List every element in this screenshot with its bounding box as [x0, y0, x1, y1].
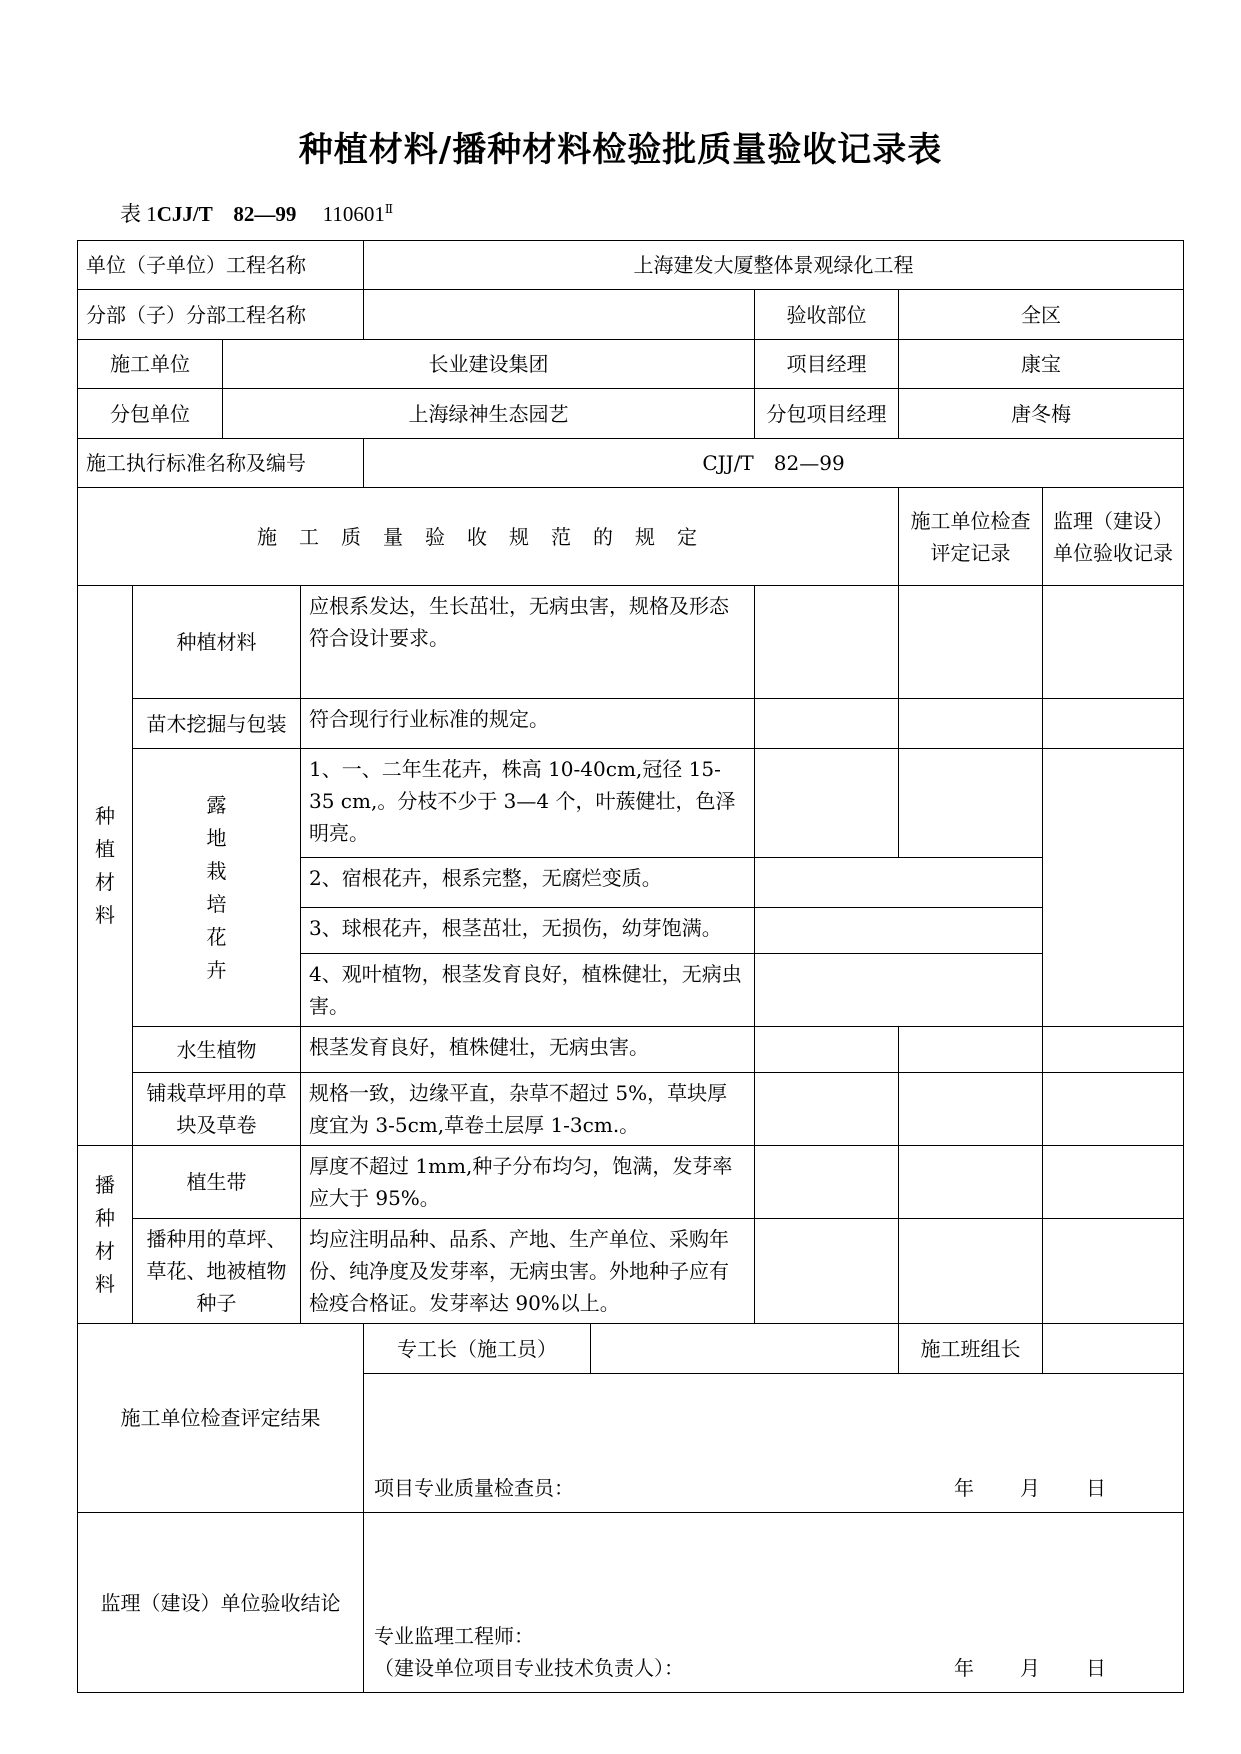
- result-month: 月: [1020, 1476, 1040, 1500]
- check-cell[interactable]: [899, 586, 1043, 699]
- req-turf: 规格一致，边缘平直，杂草不超过 5%，草块厚度宜为 3-5cm,草卷土层厚 1-3cm.。: [301, 1073, 755, 1146]
- inspection-table: [77, 240, 1184, 1693]
- check-cell[interactable]: [899, 749, 1043, 858]
- conclusion-sign-area[interactable]: [364, 1513, 1184, 1693]
- open-field-flowers-text: 露地栽培花卉: [206, 792, 227, 982]
- spec-header: 施工质量验收规范的规定: [78, 488, 899, 586]
- inspector-label: 项目专业质量检查员：: [374, 1476, 574, 1500]
- check-cell[interactable]: [899, 1073, 1043, 1146]
- subcontractor-label: 分包单位: [78, 389, 223, 439]
- acceptance-part-label: 验收部位: [755, 290, 899, 340]
- conclusion-day: 日: [1086, 1656, 1106, 1680]
- item-digging-packing: 苗木挖掘与包装: [133, 699, 301, 749]
- req-digging-packing: 符合现行行业标准的规定。: [301, 699, 755, 749]
- page-title: 种植材料/播种材料检验批质量验收记录表: [298, 130, 943, 170]
- item-aquatic-plants: 水生植物: [133, 1027, 301, 1073]
- req-seed-band: 厚度不超过 1mm,种子分布均匀，饱满，发芽率应大于 95%。: [301, 1146, 755, 1219]
- unit-project-value[interactable]: 上海建发大厦整体景观绿化工程: [364, 241, 1184, 290]
- supervisor-cell[interactable]: [1043, 1027, 1184, 1073]
- result-sign-area[interactable]: [364, 1374, 1184, 1513]
- check-cell[interactable]: [899, 1027, 1043, 1073]
- item-open-field-flowers: [133, 749, 301, 1027]
- sub-pm-label: 分包项目经理: [755, 389, 899, 439]
- supervisor-cell[interactable]: [1043, 1073, 1184, 1146]
- req-aquatic-plants: 根茎发育良好，植株健壮，无病虫害。: [301, 1027, 755, 1073]
- standard-value[interactable]: CJJ/T 82—99: [364, 439, 1184, 488]
- team-leader-label: 施工班组长: [899, 1324, 1043, 1374]
- form-code: [120, 198, 393, 228]
- standard-label: 施工执行标准名称及编号: [78, 439, 364, 488]
- blank-cell[interactable]: [755, 1146, 899, 1219]
- conclusion-year: 年: [954, 1656, 974, 1680]
- check-cell[interactable]: [755, 954, 1043, 1027]
- item-planting-material: 种植材料: [133, 586, 301, 699]
- blank-cell[interactable]: [755, 1219, 899, 1324]
- check-cell[interactable]: [899, 699, 1043, 749]
- constructor-label: 施工单位: [78, 340, 223, 389]
- req-flowers-4: 4、观叶植物，根茎发育良好，植株健壮，无病虫害。: [301, 954, 755, 1027]
- foreman-value[interactable]: [591, 1324, 899, 1374]
- result-day: 日: [1086, 1476, 1106, 1500]
- item-turf: 铺栽草坪用的草块及草卷: [133, 1073, 301, 1146]
- planting-group-label: [78, 586, 133, 1146]
- check-cell[interactable]: [755, 858, 1043, 908]
- constructor-value[interactable]: 长业建设集团: [223, 340, 755, 389]
- supervisor-record-header: 监理（建设）单位验收记录: [1043, 488, 1184, 586]
- subcontractor-value[interactable]: 上海绿神生态园艺: [223, 389, 755, 439]
- code-standard: CJJ/T 82—99: [156, 202, 297, 226]
- item-seed-band: 植生带: [133, 1146, 301, 1219]
- sub-project-value[interactable]: [364, 290, 755, 340]
- blank-cell[interactable]: [755, 586, 899, 699]
- pm-value[interactable]: 康宝: [899, 340, 1184, 389]
- conclusion-label: 监理（建设）单位验收结论: [78, 1513, 364, 1693]
- code-number: 110601: [322, 202, 385, 226]
- item-seeds: 播种用的草坪、草花、地被植物种子: [133, 1219, 301, 1324]
- sub-project-label: 分部（子）分部工程名称: [78, 290, 364, 340]
- req-planting-material: 应根系发达，生长茁壮，无病虫害，规格及形态符合设计要求。: [301, 586, 755, 699]
- req-flowers-3: 3、球根花卉，根茎茁壮，无损伤，幼芽饱满。: [301, 908, 755, 954]
- acceptance-part-value[interactable]: 全区: [899, 290, 1184, 340]
- engineer-label: 专业监理工程师：: [374, 1624, 534, 1648]
- pm-label: 项目经理: [755, 340, 899, 389]
- check-cell[interactable]: [755, 908, 1043, 954]
- sowing-group-label: [78, 1146, 133, 1324]
- supervisor-cell[interactable]: [1043, 1146, 1184, 1219]
- req-seeds: 均应注明品种、品系、产地、生产单位、采购年份、纯净度及发芽率，无病虫害。外地种子应有检疫合格证。发芽率达 90%以上。: [301, 1219, 755, 1324]
- blank-cell[interactable]: [755, 749, 899, 858]
- sowing-group-text: 播种材料: [95, 1172, 115, 1296]
- result-label: 施工单位检查评定结果: [78, 1324, 364, 1513]
- planting-group-text: 种植材料: [95, 803, 115, 927]
- blank-cell[interactable]: [755, 699, 899, 749]
- check-cell[interactable]: [899, 1146, 1043, 1219]
- req-flowers-2: 2、宿根花卉，根系完整，无腐烂变质。: [301, 858, 755, 908]
- check-record-header: 施工单位检查评定记录: [899, 488, 1043, 586]
- supervisor-cell[interactable]: [1043, 586, 1184, 699]
- check-cell[interactable]: [899, 1219, 1043, 1324]
- code-prefix: 表 1: [120, 202, 157, 226]
- supervisor-cell[interactable]: [1043, 699, 1184, 749]
- blank-cell[interactable]: [755, 1073, 899, 1146]
- blank-cell[interactable]: [755, 1027, 899, 1073]
- code-sup: Ⅱ: [384, 202, 394, 216]
- req-flowers-1: 1、一、二年生花卉，株高 10-40cm,冠径 15-35 cm,。分枝不少于 3—4 个，叶蔟健壮，色泽明亮。: [301, 749, 755, 858]
- team-leader-value[interactable]: [1043, 1324, 1184, 1374]
- owner-label: （建设单位项目专业技术负责人）：: [374, 1656, 684, 1680]
- conclusion-month: 月: [1020, 1656, 1040, 1680]
- supervisor-cell[interactable]: [1043, 749, 1184, 1027]
- result-year: 年: [954, 1476, 974, 1500]
- foreman-label: 专工长（施工员）: [364, 1324, 591, 1374]
- sub-pm-value[interactable]: 唐冬梅: [899, 389, 1184, 439]
- unit-project-label: 单位（子单位）工程名称: [78, 241, 364, 290]
- supervisor-cell[interactable]: [1043, 1219, 1184, 1324]
